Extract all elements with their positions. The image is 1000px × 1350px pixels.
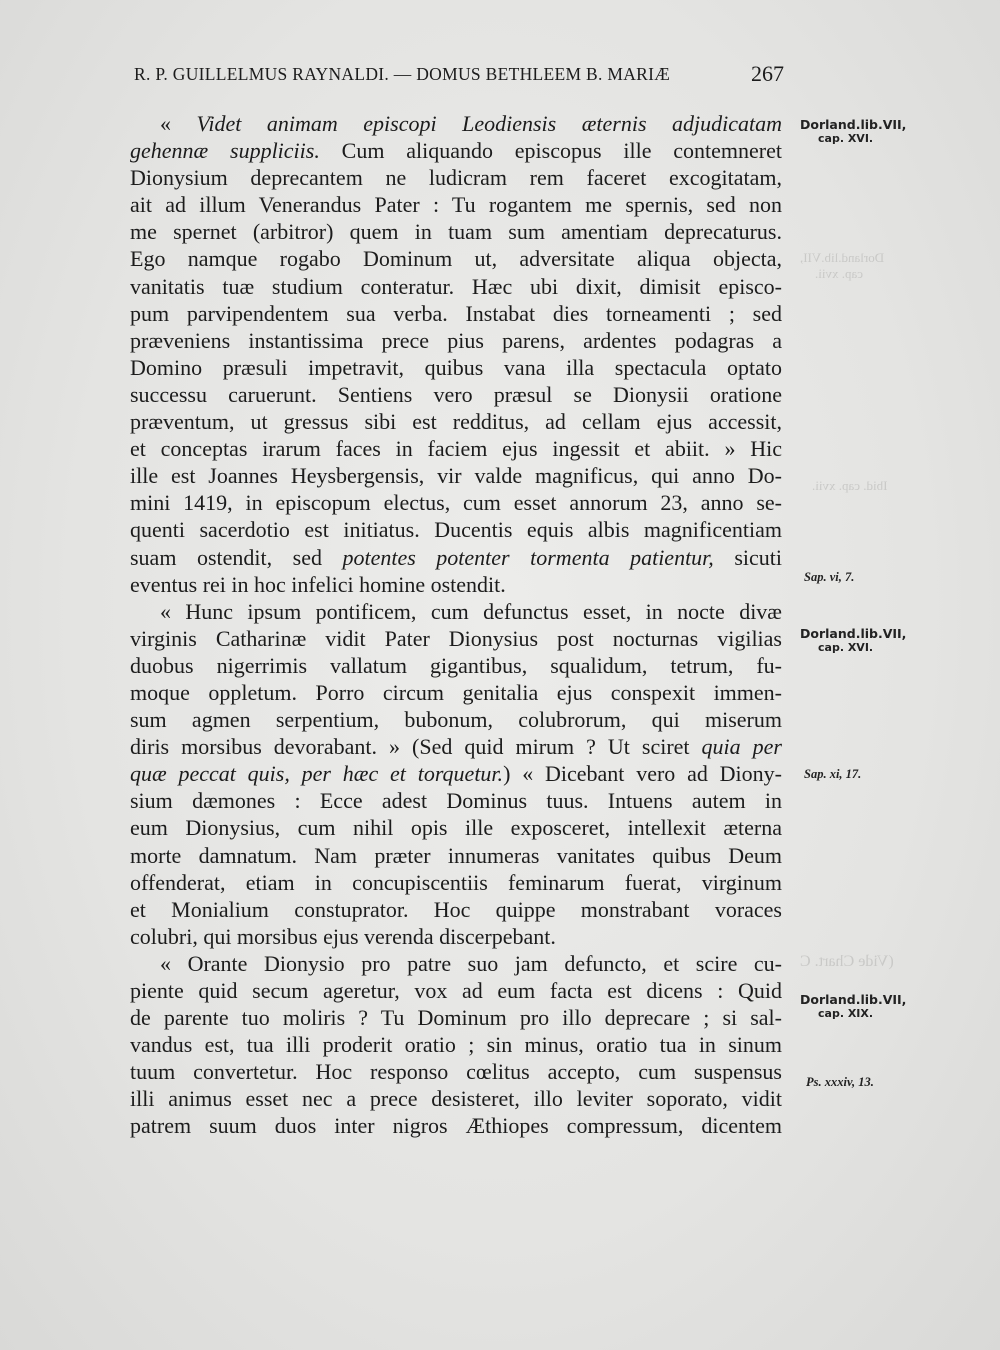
text-line: colubri, qui morsibus ejus verenda discerpebant.: [130, 923, 556, 949]
margin-scripture-ref: Sap. vi, 7.: [804, 570, 855, 584]
show-through-text: (Vide Chart. C: [800, 953, 894, 970]
text-line: vanitatis tuæ studium conteratur. Hæc ubi dixit, dimisit episco-: [130, 273, 782, 299]
text-line: de parente tuo moliris ? Tu Dominum pro illo deprecare ; si sal-: [130, 1005, 782, 1031]
text-line: sium dæmones : Ecce adest Dominus tuus. Intuens autem in: [130, 788, 782, 814]
text-line: Dionysium deprecantem ne ludicram rem faceret excogitatam,: [130, 165, 782, 191]
running-head: [134, 61, 784, 86]
text-line: præveniens instantissima prece pius parens, ardentes podagras a: [130, 327, 782, 353]
text-line: duobus nigerrimis vallatum gigantibus, squalidum, tetrum, fu-: [130, 652, 782, 678]
text-line: eum Dionysius, cum nihil opis ille exposceret, intellexit æterna: [130, 815, 782, 841]
text-line: moque oppletum. Porro circum genitalia ejus conspexit immen-: [130, 679, 782, 705]
margin-note: [800, 627, 906, 655]
text-line: suam ostendit, sed potentes potenter tormenta patientur, sicuti: [130, 544, 782, 570]
main-text-block: [130, 110, 782, 1140]
text-line: gehennæ suppliciis. Cum aliquando episcopus ille contemneret: [130, 138, 782, 164]
text-line: quæ peccat quis, per hæc et torquetur.) « Dicebant vero ad Diony-: [130, 761, 782, 787]
margin-note-chapter: cap. XVI.: [818, 641, 874, 654]
text-line: et Monialium constuprator. Hoc quippe monstrabant voraces: [130, 896, 782, 922]
text-line: diris morsibus devorabant. » (Sed quid mirum ? Ut sciret quia per: [130, 734, 782, 760]
margin-note-chapter: cap. XVI.: [818, 132, 874, 145]
text-line: Ego namque rogabo Dominum ut, adversitate aliqua objecta,: [130, 246, 782, 272]
text-line: « Videt animam episcopi Leodiensis æternis adjudicatam: [160, 111, 783, 136]
text-line: ille est Joannes Heysbergensis, vir valde magnificus, qui anno Do-: [130, 463, 782, 489]
margin-note: [800, 118, 906, 146]
margin-scripture-ref: Ps. xxxiv, 13.: [806, 1075, 874, 1089]
margin-note-chapter: cap. XIX.: [818, 1007, 874, 1020]
show-through-text: Dorland.lib.VII,: [800, 250, 885, 265]
text-line: patrem suum duos inter nigros Æthiopes compressum, dicentem: [130, 1113, 782, 1139]
text-line: piente quid secum ageretur, vox ad eum facta est dicens : Quid: [130, 978, 782, 1003]
text-line: « Orante Dionysio pro patre suo jam defuncto, et scire cu-: [160, 950, 782, 976]
text-line: quenti sacerdotio est initiatus. Ducentis equis albis magnificentiam: [130, 517, 782, 543]
margin-note: [800, 993, 906, 1021]
text-line: illi animus esset nec a prece desisteret, illo leviter soporato, vidit: [130, 1086, 782, 1112]
text-line: Domino præsuli impetravit, quibus vana illa spectacula optato: [130, 354, 782, 380]
text-line: ait ad illum Venerandus Pater : Tu rogantem me spernis, sed non: [130, 192, 782, 218]
margin-scripture-ref: Sap. xi, 17.: [804, 767, 862, 781]
text-line: tuum convertetur. Hoc responso cœlitus accepto, cum suspensus: [130, 1059, 782, 1085]
margin-note-source: Dorland.lib.VII,: [800, 992, 907, 1007]
page-number: 267: [751, 61, 784, 86]
margin-note-source: Dorland.lib.VII,: [800, 626, 907, 641]
text-line: vandus est, tua illi proderit oratio ; sin minus, oratio tua in sinum: [130, 1032, 782, 1058]
text-line: præventum, ut gressus sibi est redditus, ad cellam ejus accessit,: [130, 409, 782, 435]
text-line: pum parvipendentem sua verba. Instabat dies torneamenti ; sed: [130, 300, 782, 326]
text-line: successu caruerunt. Sentiens vero præsul se Dionysii oratione: [130, 381, 782, 407]
text-line: morte damnatum. Nam præter innumeras vanitates quibus Deum: [130, 842, 782, 868]
text-line: offenderat, etiam in concupiscentiis feminarum fuerat, virginum: [130, 869, 782, 895]
text-line: et conceptas irarum faces in faciem ejus ingessit et abiit. » Hic: [130, 436, 782, 462]
text-line: mini 1419, in episcopum electus, cum esset annorum 23, anno se-: [130, 490, 782, 516]
text-line: sum agmen serpentium, bubonum, colubrorum, qui miserum: [130, 707, 782, 733]
text-line: eventus rei in hoc infelici homine ostendit.: [130, 571, 506, 597]
running-head-title: R. P. GUILLELMUS RAYNALDI. — DOMUS BETHLEEM B. MARIÆ: [134, 64, 671, 84]
text-line: me spernet (arbitror) quem in tuam sum amentiam deprecaturus.: [130, 219, 782, 245]
show-through-text: Ibid. cap. xvii.: [812, 478, 888, 493]
text-line: virginis Catharinæ vidit Pater Dionysius post nocturnas vigilias: [130, 625, 782, 651]
show-through-text: cap. xvii.: [815, 266, 864, 281]
text-line: « Hunc ipsum pontificem, cum defunctus esset, in nocte divæ: [160, 598, 782, 624]
margin-note-source: Dorland.lib.VII,: [800, 117, 907, 132]
